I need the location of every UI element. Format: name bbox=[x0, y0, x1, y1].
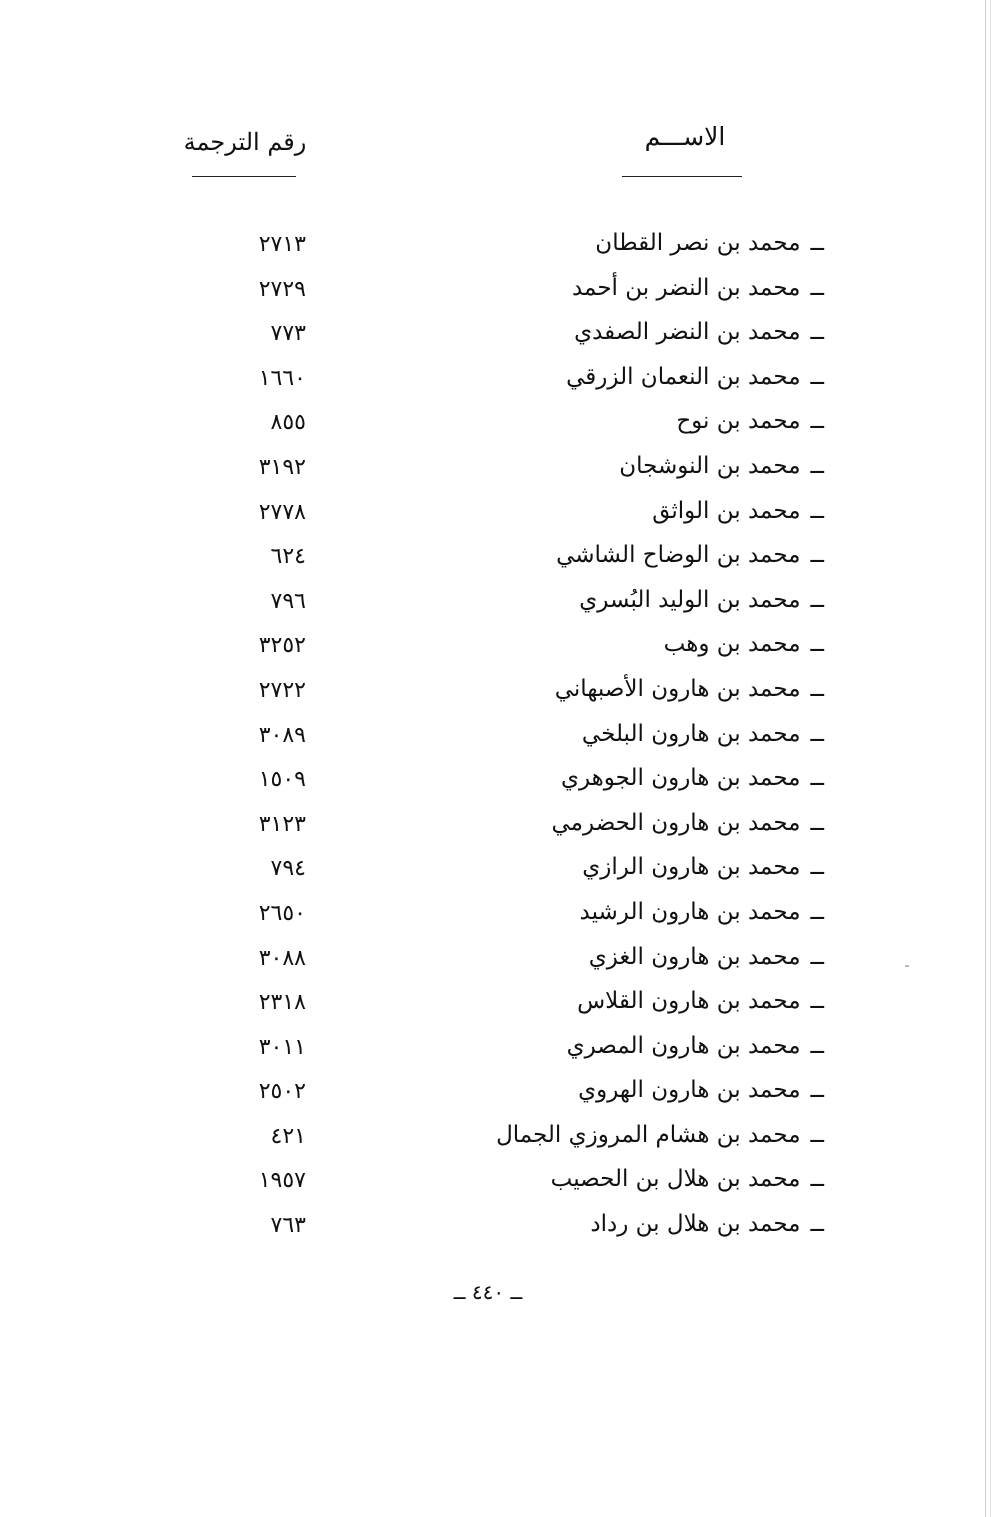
entry-name bbox=[582, 854, 824, 880]
list-item bbox=[0, 938, 1006, 983]
entry-dash: ــ bbox=[810, 675, 824, 702]
entry-name bbox=[566, 364, 824, 390]
entry-name-text: محمد بن هارون البلخي bbox=[581, 720, 801, 747]
entry-name bbox=[590, 1211, 824, 1237]
entry-dash: ــ bbox=[810, 765, 824, 792]
list-item bbox=[0, 804, 1006, 849]
entry-name bbox=[496, 1122, 824, 1148]
entry-name bbox=[555, 676, 824, 702]
entry-dash: ــ bbox=[810, 542, 824, 569]
entry-biography-number: ٢٧٢٩ bbox=[258, 276, 306, 302]
name-header-underline bbox=[622, 176, 742, 177]
entry-biography-number: ٧٦٣ bbox=[270, 1213, 306, 1239]
entry-biography-number: ٤٢١ bbox=[270, 1123, 306, 1149]
entry-name-text: محمد بن هارون الغزي bbox=[588, 943, 801, 970]
entry-name-text: محمد بن هارون الرشيد bbox=[579, 898, 801, 925]
entry-biography-number: ٣٠٨٩ bbox=[258, 722, 306, 748]
entry-name-text: محمد بن هارون الحضرمي bbox=[551, 809, 801, 836]
entry-biography-number: ٢٦٥٠ bbox=[258, 900, 306, 926]
entry-name bbox=[561, 765, 824, 791]
entry-dash: ــ bbox=[810, 586, 824, 613]
entry-name-text: محمد بن هلال بن الحصيب bbox=[550, 1166, 801, 1193]
entry-name-text: محمد بن هارون المصري bbox=[566, 1032, 801, 1059]
entry-dash: ــ bbox=[810, 943, 824, 970]
entry-name-text: محمد بن نصر القطان bbox=[595, 230, 801, 256]
entry-name-text: محمد بن النوشجان bbox=[619, 452, 801, 479]
list-item bbox=[0, 715, 1006, 760]
entry-biography-number: ٧٩٤ bbox=[270, 856, 306, 882]
list-item bbox=[0, 358, 1006, 403]
entry-name bbox=[595, 230, 824, 256]
list-item bbox=[0, 313, 1006, 358]
index-entries-list bbox=[0, 224, 1006, 1250]
entry-name-text: محمد بن هارون الأصبهاني bbox=[554, 675, 801, 702]
list-item bbox=[0, 447, 1006, 492]
entry-dash: ــ bbox=[810, 1121, 824, 1148]
entry-biography-number: ٦٢٤ bbox=[270, 544, 306, 570]
entry-dash: ــ bbox=[810, 1166, 824, 1193]
entry-name-text: محمد بن هارون الرازي bbox=[582, 854, 801, 881]
list-item bbox=[0, 625, 1006, 670]
entry-biography-number: ٢٣١٨ bbox=[258, 990, 306, 1016]
list-item bbox=[0, 402, 1006, 447]
entry-name bbox=[652, 498, 824, 524]
entry-name-text: محمد بن هشام المروزي الجمال bbox=[496, 1121, 801, 1148]
entry-name-text: محمد بن الواثق bbox=[652, 497, 801, 524]
entry-dash: ــ bbox=[810, 988, 824, 1015]
list-item bbox=[0, 1116, 1006, 1161]
entry-dash: ــ bbox=[810, 452, 824, 479]
entry-dash: ــ bbox=[810, 898, 824, 925]
entry-biography-number: ١٩٥٧ bbox=[258, 1168, 306, 1194]
entry-dash: ــ bbox=[810, 408, 824, 435]
entry-name bbox=[551, 1166, 824, 1192]
entry-name-text: محمد بن هارون الجوهري bbox=[560, 765, 801, 792]
number-header-underline bbox=[192, 176, 296, 177]
entry-name-text: محمد بن نوح bbox=[676, 408, 801, 435]
entry-biography-number: ٣١٢٣ bbox=[258, 811, 306, 837]
entry-biography-number: ٨٥٥ bbox=[270, 410, 306, 436]
entry-name-text: محمد بن النضر الصفدي bbox=[574, 319, 801, 346]
page-number: ــ ٤٤٠ ــ bbox=[453, 1280, 523, 1304]
entry-biography-number: ٢٧٢٢ bbox=[258, 677, 306, 703]
entry-dash: ــ bbox=[810, 363, 824, 390]
entry-name bbox=[589, 944, 824, 970]
entry-name bbox=[579, 587, 824, 613]
entry-dash: ــ bbox=[810, 631, 824, 658]
entry-biography-number: ٣٢٥٢ bbox=[258, 633, 306, 659]
list-item bbox=[0, 492, 1006, 537]
list-item bbox=[0, 893, 1006, 938]
entry-name bbox=[567, 1033, 824, 1059]
list-item bbox=[0, 581, 1006, 626]
entry-biography-number: ١٥٠٩ bbox=[258, 767, 306, 793]
entry-dash: ــ bbox=[810, 1211, 824, 1238]
list-item bbox=[0, 536, 1006, 581]
list-item bbox=[0, 670, 1006, 715]
entry-dash: ــ bbox=[810, 809, 824, 836]
entry-name bbox=[577, 988, 824, 1014]
list-item bbox=[0, 848, 1006, 893]
entry-biography-number: ٣١٩٢ bbox=[258, 454, 306, 480]
entry-name bbox=[572, 275, 824, 301]
entry-name-text: محمد بن هارون الهروي bbox=[578, 1077, 801, 1104]
entry-biography-number: ٣٠١١ bbox=[258, 1034, 306, 1060]
entry-biography-number: ٧٩٦ bbox=[270, 588, 306, 614]
list-item bbox=[0, 224, 1006, 269]
list-item bbox=[0, 982, 1006, 1027]
entry-biography-number: ٢٥٠٢ bbox=[258, 1079, 306, 1105]
entry-name bbox=[676, 408, 824, 434]
entry-biography-number: ٢٧٧٨ bbox=[258, 499, 306, 525]
entry-name bbox=[578, 1077, 824, 1103]
entry-dash: ــ bbox=[810, 1032, 824, 1059]
list-item bbox=[0, 1205, 1006, 1250]
entry-name bbox=[580, 899, 824, 925]
entry-name-text: محمد بن النضر بن أحمد bbox=[571, 274, 801, 301]
entry-name-text: محمد بن النعمان الزرقي bbox=[566, 363, 801, 390]
entry-biography-number: ٢٧١٣ bbox=[258, 232, 306, 257]
entry-name-text: محمد بن هلال بن رداد bbox=[590, 1211, 801, 1238]
entry-dash: ــ bbox=[810, 274, 824, 301]
entry-dash: ــ bbox=[810, 230, 824, 256]
entry-dash: ــ bbox=[810, 720, 824, 747]
entry-name bbox=[619, 453, 824, 479]
entry-dash: ــ bbox=[810, 497, 824, 524]
list-item bbox=[0, 1027, 1006, 1072]
entry-biography-number: ٧٧٣ bbox=[270, 321, 306, 347]
entry-dash: ــ bbox=[810, 319, 824, 346]
name-column-header: الاســـم bbox=[644, 122, 726, 151]
number-column-header: رقم الترجمة bbox=[183, 128, 307, 156]
entry-dash: ــ bbox=[810, 854, 824, 881]
list-item bbox=[0, 1071, 1006, 1116]
entry-dash: ــ bbox=[810, 1077, 824, 1104]
entry-name-text: محمد بن هارون القلاس bbox=[577, 988, 801, 1015]
entry-biography-number: ١٦٦٠ bbox=[258, 365, 306, 391]
entry-name bbox=[664, 631, 824, 657]
list-item bbox=[0, 269, 1006, 314]
entry-name-text: محمد بن الوليد البُسري bbox=[579, 586, 801, 613]
entry-name bbox=[582, 721, 824, 747]
entry-name bbox=[552, 810, 824, 836]
entry-biography-number: ٣٠٨٨ bbox=[258, 945, 306, 971]
entry-name bbox=[556, 542, 824, 568]
list-item bbox=[0, 1160, 1006, 1205]
entry-name-text: محمد بن الوضاح الشاشي bbox=[556, 542, 801, 569]
entry-name-text: محمد بن وهب bbox=[663, 631, 801, 658]
list-item bbox=[0, 759, 1006, 804]
entry-name bbox=[574, 319, 824, 345]
